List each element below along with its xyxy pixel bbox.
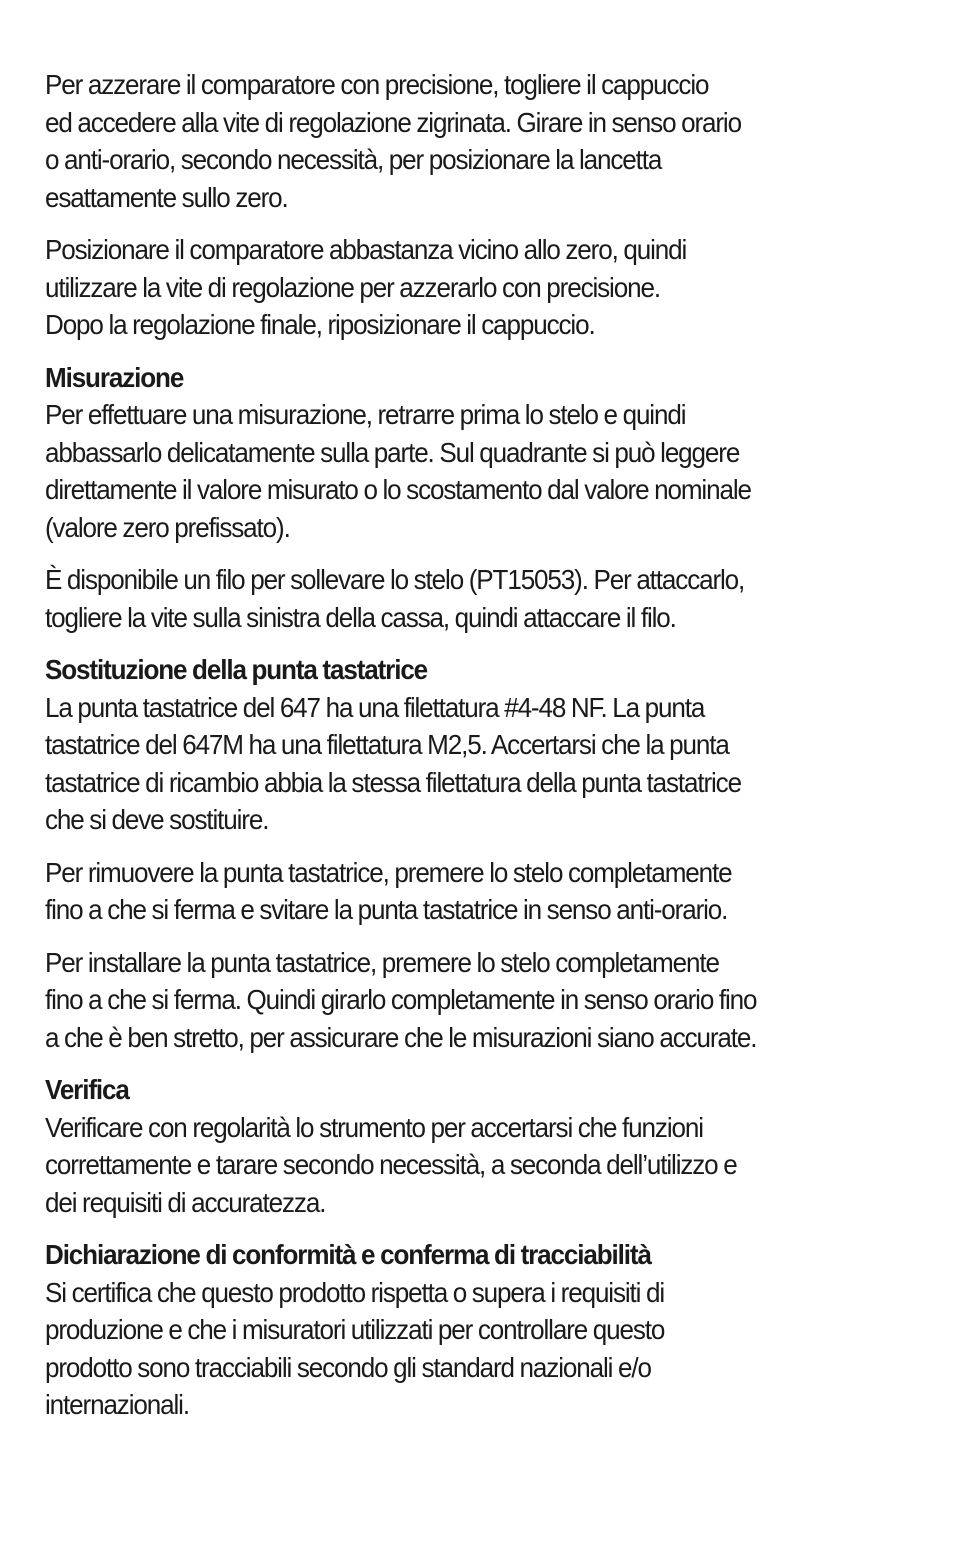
heading-sostituzione: Sostituzione della punta tastatrice (45, 654, 428, 685)
misurazione-paragraph-1: Per effettuare una misurazione, retrarre prima lo stelo e quindi abbassarlo delicatamente sulla parte. Sul quadrante si può leggere direttamente il valore misurato o lo scostamento dal valore nominale (valore zero prefissato). (45, 399, 751, 543)
intro-paragraph-zeroing: Per azzerare il comparatore con precisione, togliere il cappuccio ed accedere alla vite di regolazione zigrinata. Girare in senso orario o anti-orario, secondo necessità, per posizionare la lancetta esattamente sullo zero. (45, 69, 741, 213)
sostituzione-paragraph-1: La punta tastatrice del 647 ha una filettatura #4-48 NF. La punta tastatrice del 647M ha una filettatura M2,5. Accertarsi che la punta tastatrice di ricambio abbia la stessa filettatura della punta tastatrice che si deve sostituire. (45, 691, 741, 835)
dichiarazione-paragraph-1: Si certifica che questo prodotto rispetta o supera i requisiti di produzione e che i misuratori utilizzati per controllare questo prodotto sono tracciabili secondo gli standard nazionali e/o internazionali. (45, 1276, 665, 1420)
heading-verifica: Verifica (45, 1074, 129, 1105)
verifica-paragraph-1: Verificare con regolarità lo strumento per accertarsi che funzioni correttamente e tarare secondo necessità, a seconda dell’utilizzo e dei requisiti di accuratezza. (45, 1111, 737, 1218)
heading-misurazione: Misurazione (45, 361, 184, 393)
section-misurazione (45, 359, 863, 637)
misurazione-paragraph-2: È disponibile un filo per sollevare lo stelo (PT15053). Per attaccarlo, togliere la vite sulla sinistra della cassa, quindi attaccare il filo. (45, 564, 745, 633)
document-page (45, 66, 863, 1439)
sostituzione-paragraph-2: Per rimuovere la punta tastatrice, premere lo stelo completamente fino a che si ferma e svitare la punta tastatrice in senso anti-orario. (45, 856, 732, 925)
section-verifica (45, 1071, 863, 1221)
intro-paragraph-adjustment: Posizionare il comparatore abbastanza vicino allo zero, quindi utilizzare la vite di regolazione per azzerarlo con precisione. Dopo la regolazione finale, riposizionare il cappuccio. (45, 234, 687, 340)
sostituzione-paragraph-3: Per installare la punta tastatrice, premere lo stelo completamente fino a che si ferma. Quindi girarlo completamente in senso orario fino a che è ben stretto, per assicurare che le misurazioni siano accurate. (45, 946, 757, 1053)
section-sostituzione (45, 651, 863, 1056)
heading-dichiarazione: Dichiarazione di conformità e conferma di tracciabilità (45, 1239, 651, 1270)
section-dichiarazione (45, 1236, 863, 1424)
